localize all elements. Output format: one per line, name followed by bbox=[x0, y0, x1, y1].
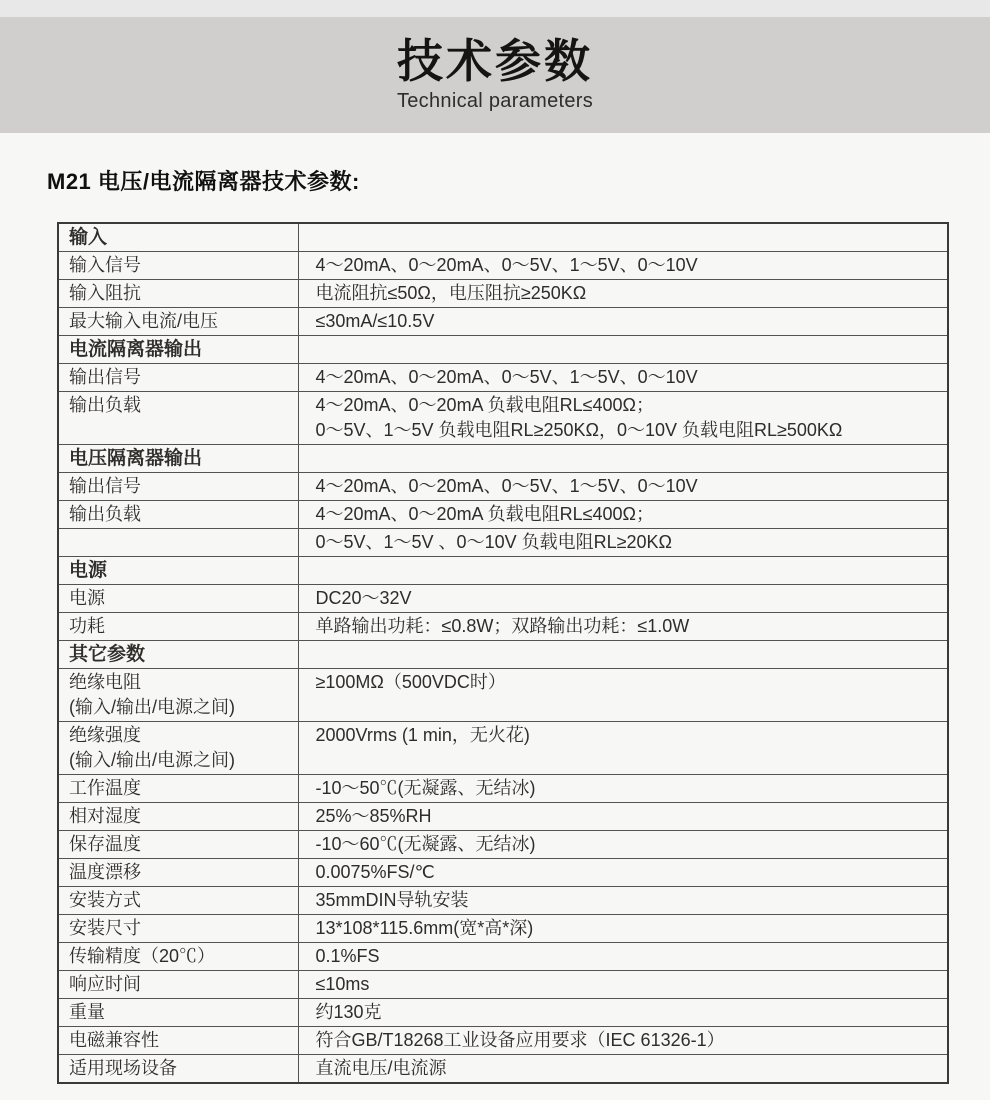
value-line bbox=[316, 225, 938, 250]
table-row bbox=[58, 775, 948, 803]
value-line: 4～20mA、0～20mA、0～5V、1～5V、0～10V bbox=[315, 255, 698, 275]
label-line: 功耗 bbox=[69, 616, 105, 636]
label-line: 输入阻抗 bbox=[69, 283, 141, 303]
value-line: ≤30mA/≤10.5V bbox=[315, 311, 435, 331]
row-value bbox=[298, 971, 948, 999]
row-label bbox=[58, 1027, 298, 1055]
row-value bbox=[298, 585, 948, 613]
section-row bbox=[58, 445, 948, 473]
row-label bbox=[58, 943, 298, 971]
table-row bbox=[58, 1027, 948, 1055]
value-line: 4～20mA、0～20mA 负载电阻RL≤400Ω； bbox=[315, 504, 654, 524]
row-value bbox=[298, 859, 948, 887]
label-line: 电源 bbox=[69, 588, 105, 608]
row-value bbox=[298, 445, 948, 473]
label-line: 绝缘强度 bbox=[69, 725, 141, 745]
label-line: 相对湿度 bbox=[69, 806, 141, 826]
row-label bbox=[58, 915, 298, 943]
table-row bbox=[58, 252, 948, 280]
row-label bbox=[58, 803, 298, 831]
title-banner bbox=[0, 17, 990, 133]
label-line: 电源 bbox=[69, 560, 108, 581]
row-value bbox=[298, 613, 948, 641]
row-label bbox=[58, 775, 298, 803]
row-label bbox=[58, 557, 298, 585]
section-row bbox=[58, 336, 948, 364]
label-line: 输出负载 bbox=[69, 395, 141, 415]
row-label bbox=[58, 669, 298, 722]
value-line: 13*108*115.6mm(宽*高*深) bbox=[315, 918, 534, 938]
label-line: (输入/输出/电源之间) bbox=[69, 697, 235, 717]
value-line bbox=[316, 337, 938, 362]
row-label bbox=[58, 613, 298, 641]
row-value bbox=[298, 915, 948, 943]
value-line: ≥100MΩ（500VDC时） bbox=[315, 672, 506, 692]
value-line: ≤10ms bbox=[315, 974, 370, 994]
row-label bbox=[58, 308, 298, 336]
row-label bbox=[58, 859, 298, 887]
label-line: 绝缘电阻 bbox=[69, 672, 141, 692]
row-value bbox=[298, 308, 948, 336]
table-row bbox=[58, 392, 948, 445]
value-line: 直流电压/电流源 bbox=[315, 1058, 447, 1078]
label-line: 输出信号 bbox=[69, 476, 141, 496]
label-line: 最大输入电流/电压 bbox=[69, 311, 219, 331]
row-label bbox=[58, 722, 298, 775]
value-line bbox=[316, 446, 938, 471]
value-line: 0～5V、1～5V 、0～10V 负载电阻RL≥20KΩ bbox=[315, 532, 672, 552]
row-value bbox=[298, 943, 948, 971]
row-value bbox=[298, 999, 948, 1027]
row-label bbox=[58, 392, 298, 445]
row-label bbox=[58, 473, 298, 501]
table-row bbox=[58, 585, 948, 613]
row-value bbox=[298, 280, 948, 308]
row-value bbox=[298, 831, 948, 859]
label-line: 输入 bbox=[69, 227, 108, 248]
label-line: 其它参数 bbox=[69, 644, 146, 665]
row-label bbox=[58, 887, 298, 915]
table-row bbox=[58, 1055, 948, 1084]
row-label bbox=[58, 252, 298, 280]
value-line: DC20～32V bbox=[315, 588, 412, 608]
row-label bbox=[58, 585, 298, 613]
label-line bbox=[69, 530, 288, 555]
specs-table-body bbox=[58, 223, 948, 1083]
label-line: 保存温度 bbox=[69, 834, 141, 854]
label-line: 适用现场设备 bbox=[69, 1058, 177, 1078]
label-line: 工作温度 bbox=[69, 778, 141, 798]
row-value bbox=[298, 501, 948, 529]
row-value bbox=[298, 392, 948, 445]
value-line: 25%～85%RH bbox=[315, 806, 432, 826]
label-line: 输出负载 bbox=[69, 504, 141, 524]
row-value bbox=[298, 529, 948, 557]
label-line: 安装尺寸 bbox=[69, 918, 141, 938]
table-row bbox=[58, 501, 948, 529]
table-row bbox=[58, 669, 948, 722]
row-value bbox=[298, 1055, 948, 1084]
header-top-strip bbox=[0, 0, 990, 17]
table-row bbox=[58, 859, 948, 887]
value-line: 2000Vrms (1 min，无火花) bbox=[315, 725, 530, 745]
table-row bbox=[58, 308, 948, 336]
row-value bbox=[298, 775, 948, 803]
row-value bbox=[298, 473, 948, 501]
row-label bbox=[58, 641, 298, 669]
table-row bbox=[58, 364, 948, 392]
value-line: -10～60℃(无凝露、无结冰) bbox=[315, 834, 536, 854]
row-value bbox=[298, 364, 948, 392]
table-row bbox=[58, 999, 948, 1027]
table-row bbox=[58, 803, 948, 831]
table-row bbox=[58, 473, 948, 501]
row-value bbox=[298, 1027, 948, 1055]
label-line: 安装方式 bbox=[69, 890, 141, 910]
label-line: 电磁兼容性 bbox=[69, 1030, 159, 1050]
table-row bbox=[58, 915, 948, 943]
label-line: 重量 bbox=[69, 1002, 105, 1022]
table-heading: M21 电压/电流隔离器技术参数: bbox=[47, 169, 360, 194]
value-line: 单路输出功耗：≤0.8W；双路输出功耗：≤1.0W bbox=[315, 616, 690, 636]
value-line: 35mmDIN导轨安装 bbox=[315, 890, 469, 910]
section-row bbox=[58, 557, 948, 585]
row-label bbox=[58, 529, 298, 557]
row-label bbox=[58, 336, 298, 364]
value-line: 4～20mA、0～20mA、0～5V、1～5V、0～10V bbox=[315, 476, 698, 496]
row-value bbox=[298, 803, 948, 831]
page-subtitle: Technical parameters bbox=[396, 89, 594, 112]
table-row bbox=[58, 613, 948, 641]
table-row bbox=[58, 831, 948, 859]
label-line: 传输精度（20℃） bbox=[69, 946, 216, 966]
row-label bbox=[58, 280, 298, 308]
table-row bbox=[58, 280, 948, 308]
label-line: 响应时间 bbox=[69, 974, 141, 994]
table-row bbox=[58, 722, 948, 775]
row-label bbox=[58, 364, 298, 392]
label-line: 电流隔离器输出 bbox=[69, 339, 203, 360]
label-line: 温度漂移 bbox=[69, 862, 141, 882]
row-label bbox=[58, 1055, 298, 1084]
table-row bbox=[58, 971, 948, 999]
row-value bbox=[298, 336, 948, 364]
value-line: 4～20mA、0～20mA、0～5V、1～5V、0～10V bbox=[315, 367, 698, 387]
row-value bbox=[298, 223, 948, 252]
value-line: 符合GB/T18268工业设备应用要求（IEC 61326-1） bbox=[315, 1030, 725, 1050]
label-line: 输入信号 bbox=[69, 255, 141, 275]
value-line: 4～20mA、0～20mA 负载电阻RL≤400Ω； bbox=[315, 395, 654, 415]
row-label bbox=[58, 999, 298, 1027]
value-line: 0.0075%FS/℃ bbox=[315, 862, 435, 882]
value-line: 0～5V、1～5V 负载电阻RL≥250KΩ，0～10V 负载电阻RL≥500KΩ bbox=[315, 420, 843, 440]
section-row bbox=[58, 641, 948, 669]
row-value bbox=[298, 641, 948, 669]
label-line: 输出信号 bbox=[69, 367, 141, 387]
value-line bbox=[316, 642, 938, 667]
row-value bbox=[298, 557, 948, 585]
content-area bbox=[0, 165, 990, 1084]
row-value bbox=[298, 252, 948, 280]
page-title: 技术参数 bbox=[397, 35, 593, 88]
row-label bbox=[58, 501, 298, 529]
row-label bbox=[58, 223, 298, 252]
row-label bbox=[58, 445, 298, 473]
value-line: 0.1%FS bbox=[315, 946, 380, 966]
row-label bbox=[58, 971, 298, 999]
table-row bbox=[58, 943, 948, 971]
row-value bbox=[298, 887, 948, 915]
value-line: 约130克 bbox=[315, 1002, 382, 1022]
table-row bbox=[58, 887, 948, 915]
row-value bbox=[298, 669, 948, 722]
label-line: (输入/输出/电源之间) bbox=[69, 750, 235, 770]
row-label bbox=[58, 831, 298, 859]
value-line: -10～50℃(无凝露、无结冰) bbox=[315, 778, 536, 798]
table-row bbox=[58, 529, 948, 557]
section-row bbox=[58, 223, 948, 252]
label-line: 电压隔离器输出 bbox=[69, 448, 203, 469]
value-line: 电流阻抗≤50Ω，电压阻抗≥250KΩ bbox=[315, 283, 587, 303]
row-value bbox=[298, 722, 948, 775]
value-line bbox=[316, 558, 938, 583]
specs-table bbox=[57, 222, 949, 1084]
